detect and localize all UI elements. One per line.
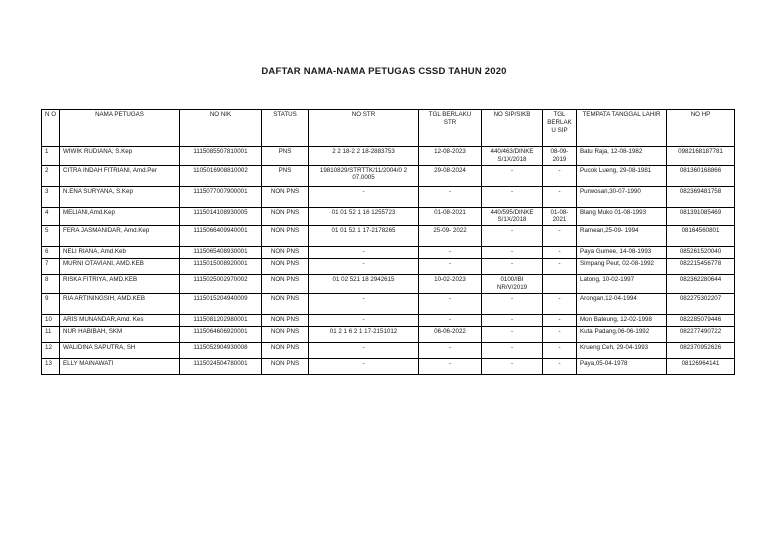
- table-body: [42, 147, 735, 375]
- cell-no: 6: [42, 247, 60, 259]
- cell-sip: -: [482, 342, 543, 358]
- cell-no: 2: [42, 165, 60, 186]
- cell-status: PNS: [262, 165, 309, 186]
- cell-status: PNS: [262, 147, 309, 166]
- cell-tgl-sip: -: [543, 247, 577, 259]
- cell-lahir: Latong, 10-02-1997: [577, 275, 667, 294]
- table-row: [42, 342, 735, 358]
- cell-tgl-sip: -: [543, 165, 577, 186]
- cell-tgl-sip: -: [543, 326, 577, 342]
- cell-tgl-sip: -: [543, 186, 577, 207]
- table-row: [42, 358, 735, 374]
- cell-tgl-str: -: [419, 247, 482, 259]
- cell-tgl-str: 29-08-2024: [419, 165, 482, 186]
- cell-sip: 440/463/DINKE S/1X/2018: [482, 147, 543, 166]
- table-row: [42, 165, 735, 186]
- cell-nama: N.ENA SURYANA, S.Kep: [60, 186, 180, 207]
- cell-status: NON PNS: [262, 226, 309, 247]
- table-row: [42, 226, 735, 247]
- cell-lahir: Ramean,25-09- 1994: [577, 226, 667, 247]
- table-row: [42, 186, 735, 207]
- cell-status: NON PNS: [262, 207, 309, 226]
- cell-str: -: [309, 186, 419, 207]
- cell-no: 3: [42, 186, 60, 207]
- cell-tgl-str: -: [419, 342, 482, 358]
- cell-tgl-str: -: [419, 293, 482, 314]
- cell-lahir: Arongan,12-04-1994: [577, 293, 667, 314]
- cell-status: NON PNS: [262, 314, 309, 326]
- cell-str: -: [309, 342, 419, 358]
- cell-nik: 1115025002970002: [180, 275, 262, 294]
- cell-status: NON PNS: [262, 342, 309, 358]
- cell-tgl-sip: [543, 275, 577, 294]
- cell-status: NON PNS: [262, 326, 309, 342]
- cell-lahir: Purwosari,30-07-1990: [577, 186, 667, 207]
- cell-tgl-str: -: [419, 314, 482, 326]
- table-row: [42, 275, 735, 294]
- header-no-nik: NO NIK: [180, 110, 262, 147]
- header-tgl-berlaku-str: TGL BERLAKU STR: [419, 110, 482, 147]
- table-row: [42, 147, 735, 166]
- cell-nik: 1115066409940001: [180, 226, 262, 247]
- cell-no: 5: [42, 226, 60, 247]
- cell-tgl-sip: 08-09-2019: [543, 147, 577, 166]
- cell-lahir: Blang Muko 01-08-1993: [577, 207, 667, 226]
- cell-lahir: Krueng Ceh, 29-04-1993: [577, 342, 667, 358]
- cell-tgl-sip: -: [543, 358, 577, 374]
- cell-no: 11: [42, 326, 60, 342]
- cell-tgl-str: -: [419, 259, 482, 275]
- cell-nama: WIWIK RUDIANA, S.Kep: [60, 147, 180, 166]
- cell-lahir: Simpang Peut, 02-08-1992: [577, 259, 667, 275]
- header-tgl-berlaku-sip: TGL BERLAKU SIP: [543, 110, 577, 147]
- table-header-row: [42, 110, 735, 147]
- header-tempat-tanggal-lahir: TEMPATA TANGGAL LAHIR: [577, 110, 667, 147]
- table-row: [42, 247, 735, 259]
- cell-hp: 0982168187781: [667, 147, 735, 166]
- cell-tgl-str: 06-06-2022: [419, 326, 482, 342]
- cell-tgl-sip: -: [543, 314, 577, 326]
- cell-tgl-str: -: [419, 358, 482, 374]
- document-title: DAFTAR NAMA-NAMA PETUGAS CSSD TAHUN 2020: [261, 66, 507, 77]
- cell-nama: CITRA INDAH FITRIANI, Amd.Per: [60, 165, 180, 186]
- cell-hp: 08126964141: [667, 358, 735, 374]
- cell-tgl-sip: -: [543, 342, 577, 358]
- cell-str: -: [309, 358, 419, 374]
- cell-hp: 082285079446: [667, 314, 735, 326]
- cell-status: NON PNS: [262, 293, 309, 314]
- cell-sip: -: [482, 358, 543, 374]
- cell-nama: RIA ARTININGSIH, AMD.KEB: [60, 293, 180, 314]
- cell-hp: 082362280644: [667, 275, 735, 294]
- cell-no: 4: [42, 207, 60, 226]
- cell-str: 01 02 521 18 2942615: [309, 275, 419, 294]
- cell-str: 01 01 52 1 16 1255723: [309, 207, 419, 226]
- cell-str: 19810829/STRTTK/11/2004/0 2 07.0005: [309, 165, 419, 186]
- cell-hp: 082215456778: [667, 259, 735, 275]
- header-nama-petugas: NAMA PETUGAS: [60, 110, 180, 147]
- cell-tgl-sip: -: [543, 259, 577, 275]
- cell-nik: 1115064606920001: [180, 326, 262, 342]
- cell-nama: WALIDINA SAPUTRA, SH: [60, 342, 180, 358]
- cell-hp: 082370952626: [667, 342, 735, 358]
- cell-str: 01 2 1 6 2 1 17-2151012: [309, 326, 419, 342]
- cell-nama: ELLY MAINAWATI: [60, 358, 180, 374]
- cell-tgl-str: 01-08-2021: [419, 207, 482, 226]
- cell-status: NON PNS: [262, 186, 309, 207]
- cell-status: NON PNS: [262, 247, 309, 259]
- cell-sip: 0100/IBI NR/V/2019: [482, 275, 543, 294]
- cell-no: 9: [42, 293, 60, 314]
- cell-sip: -: [482, 226, 543, 247]
- cell-str: -: [309, 247, 419, 259]
- table-row: [42, 326, 735, 342]
- cell-nik: 1115081202980001: [180, 314, 262, 326]
- cell-no: 12: [42, 342, 60, 358]
- cell-status: NON PNS: [262, 358, 309, 374]
- cell-lahir: Paya Gumee, 14-08-1993: [577, 247, 667, 259]
- cell-sip: -: [482, 314, 543, 326]
- cell-str: 2 2 18-2 2 18-2883753: [309, 147, 419, 166]
- cell-nik: 1115024504780001: [180, 358, 262, 374]
- cell-no: 13: [42, 358, 60, 374]
- cell-nama: RISKA FITRIYA, AMD.KEB: [60, 275, 180, 294]
- cell-hp: 082277490722: [667, 326, 735, 342]
- cell-hp: 08164560801: [667, 226, 735, 247]
- table-row: [42, 207, 735, 226]
- table-row: [42, 293, 735, 314]
- cell-lahir: Pucok Lueng, 29-08-1981: [577, 165, 667, 186]
- header-status: STATUS: [262, 110, 309, 147]
- cell-nik: 1115065408930001: [180, 247, 262, 259]
- cell-hp: 081360168866: [667, 165, 735, 186]
- cell-str: -: [309, 314, 419, 326]
- cell-tgl-str: -: [419, 186, 482, 207]
- cell-nama: NUR HABIBAH, SKM: [60, 326, 180, 342]
- cell-lahir: Batu Raja, 12-08-1982: [577, 147, 667, 166]
- cell-tgl-sip: 01-08-2021: [543, 207, 577, 226]
- table-row: [42, 259, 735, 275]
- cell-sip: -: [482, 165, 543, 186]
- cell-sip: -: [482, 326, 543, 342]
- cell-tgl-str: 12-08-2023: [419, 147, 482, 166]
- cell-str: -: [309, 293, 419, 314]
- cell-str: -: [309, 259, 419, 275]
- cell-tgl-sip: -: [543, 293, 577, 314]
- cell-tgl-str: 10-02-2023: [419, 275, 482, 294]
- cell-status: NON PNS: [262, 259, 309, 275]
- cell-nik: 1115052904930008: [180, 342, 262, 358]
- cell-no: 1: [42, 147, 60, 166]
- cell-no: 10: [42, 314, 60, 326]
- cell-sip: -: [482, 293, 543, 314]
- cell-sip: -: [482, 259, 543, 275]
- cell-nik: 1115085507810001: [180, 147, 262, 166]
- cell-nama: MELIANI,Amd.Kep: [60, 207, 180, 226]
- cell-nik: 1115014108930005: [180, 207, 262, 226]
- cell-hp: 081391085469: [667, 207, 735, 226]
- cell-tgl-sip: -: [543, 226, 577, 247]
- cell-nik: 1115015008920001: [180, 259, 262, 275]
- cell-no: 7: [42, 259, 60, 275]
- header-no-sip: NO SIP/SIKB: [482, 110, 543, 147]
- cell-no: 8: [42, 275, 60, 294]
- cell-sip: -: [482, 247, 543, 259]
- cell-lahir: Mon Bateung, 12-02-1998: [577, 314, 667, 326]
- cell-tgl-str: 25-09- 2022: [419, 226, 482, 247]
- cell-nik: 1115077007900001: [180, 186, 262, 207]
- cell-lahir: Kuta Padang,06-06-1992: [577, 326, 667, 342]
- header-no-hp: NO HP: [667, 110, 735, 147]
- staff-table: [41, 109, 735, 375]
- cell-nik: 1105016908810002: [180, 165, 262, 186]
- table-row: [42, 314, 735, 326]
- header-no-str: NO STR: [309, 110, 419, 147]
- cell-nama: ARIS MUNANDAR,Amd. Kes: [60, 314, 180, 326]
- header-no: N O: [42, 110, 60, 147]
- cell-nama: MURNI OTAVIANI, AMD.KEB: [60, 259, 180, 275]
- cell-nik: 1115015204940009: [180, 293, 262, 314]
- cell-sip: -: [482, 186, 543, 207]
- cell-nama: NELI RIANA, Amd.Keb: [60, 247, 180, 259]
- cell-lahir: Paya,05-04-1978: [577, 358, 667, 374]
- cell-nama: FERA JASMANIDAR, Amd.Kep: [60, 226, 180, 247]
- cell-hp: 085261520040: [667, 247, 735, 259]
- cell-status: NON PNS: [262, 275, 309, 294]
- cell-str: 01 01 52 1 17-2178265: [309, 226, 419, 247]
- cell-hp: 082369481758: [667, 186, 735, 207]
- cell-sip: 440/595/DINKE S/1X/2018: [482, 207, 543, 226]
- cell-hp: 082275302207: [667, 293, 735, 314]
